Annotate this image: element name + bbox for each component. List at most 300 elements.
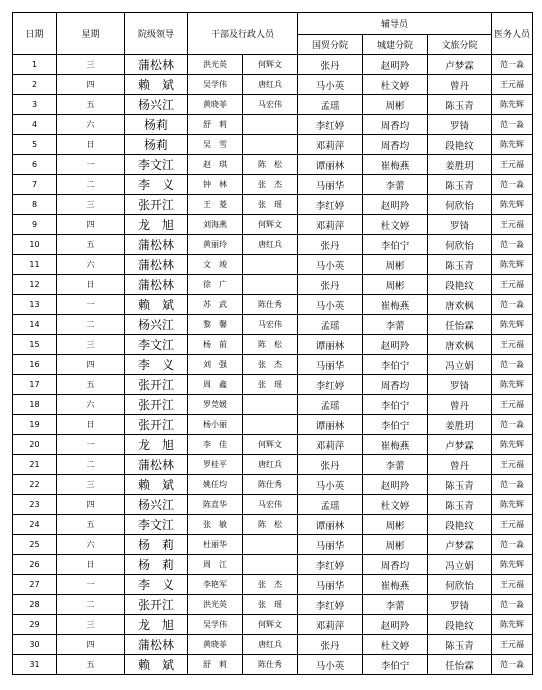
weekday-cell: 二 bbox=[57, 455, 125, 475]
cadre-cell-1: 杨 前 bbox=[188, 335, 243, 355]
tutor-trade-cell: 李红婷 bbox=[298, 595, 363, 615]
tutor-tourism-cell: 何欣怡 bbox=[428, 235, 492, 255]
tutor-tourism-cell: 陈玉青 bbox=[428, 255, 492, 275]
weekday-cell: 三 bbox=[57, 615, 125, 635]
cadre-cell-1: 黄丽玲 bbox=[188, 235, 243, 255]
date-cell: 1 bbox=[13, 55, 57, 75]
date-cell: 22 bbox=[13, 475, 57, 495]
medical-cell: 陈先辉 bbox=[492, 95, 533, 115]
table-row bbox=[13, 475, 533, 495]
leader-cell: 杨兴江 bbox=[125, 95, 188, 115]
cadre-cell-2: 张 杰 bbox=[243, 575, 298, 595]
tutor-tourism-cell: 何欣怡 bbox=[428, 575, 492, 595]
weekday-cell: 一 bbox=[57, 435, 125, 455]
cadre-cell-2 bbox=[243, 395, 298, 415]
leader-cell: 张开江 bbox=[125, 595, 188, 615]
tutor-tourism-cell: 任怡霖 bbox=[428, 655, 492, 675]
leader-cell: 杨 莉 bbox=[125, 555, 188, 575]
cadre-cell-2: 唐红兵 bbox=[243, 635, 298, 655]
medical-cell: 陈先辉 bbox=[492, 435, 533, 455]
cadre-cell-1: 钟 林 bbox=[188, 175, 243, 195]
cadre-cell-1: 刘海燕 bbox=[188, 215, 243, 235]
cadre-cell-1: 姚任均 bbox=[188, 475, 243, 495]
cadre-cell-1: 杨小丽 bbox=[188, 415, 243, 435]
weekday-cell: 四 bbox=[57, 215, 125, 235]
medical-cell: 范一淼 bbox=[492, 655, 533, 675]
tutor-construction-cell: 李伯宁 bbox=[363, 355, 428, 375]
date-cell: 3 bbox=[13, 95, 57, 115]
date-cell: 16 bbox=[13, 355, 57, 375]
table-row bbox=[13, 255, 533, 275]
date-cell: 5 bbox=[13, 135, 57, 155]
weekday-cell: 四 bbox=[57, 75, 125, 95]
table-row bbox=[13, 315, 533, 335]
cadre-cell-2: 唐红兵 bbox=[243, 235, 298, 255]
date-cell: 8 bbox=[13, 195, 57, 215]
cadre-cell-2: 陈 松 bbox=[243, 335, 298, 355]
tutor-construction-cell: 赵明羚 bbox=[363, 475, 428, 495]
medical-cell: 范一淼 bbox=[492, 175, 533, 195]
table-row bbox=[13, 95, 533, 115]
tutor-construction-cell: 赵明羚 bbox=[363, 615, 428, 635]
tutor-trade-cell: 李红婷 bbox=[298, 555, 363, 575]
tutor-construction-cell: 李伯宁 bbox=[363, 235, 428, 255]
tutor-trade-cell: 邓莉萍 bbox=[298, 615, 363, 635]
leader-cell: 蒲松林 bbox=[125, 455, 188, 475]
table-row bbox=[13, 555, 533, 575]
cadre-cell-2: 陈 松 bbox=[243, 155, 298, 175]
leader-cell: 杨莉 bbox=[125, 115, 188, 135]
date-cell: 23 bbox=[13, 495, 57, 515]
cadre-cell-1: 周 江 bbox=[188, 555, 243, 575]
table-row bbox=[13, 395, 533, 415]
weekday-cell: 五 bbox=[57, 95, 125, 115]
tutor-trade-cell: 李红婷 bbox=[298, 375, 363, 395]
roster-body bbox=[13, 55, 533, 675]
medical-cell: 范一淼 bbox=[492, 295, 533, 315]
tutor-trade-cell: 马丽华 bbox=[298, 535, 363, 555]
tutor-construction-cell: 崔梅燕 bbox=[363, 435, 428, 455]
tutor-tourism-cell: 罗锜 bbox=[428, 595, 492, 615]
weekday-cell: 二 bbox=[57, 175, 125, 195]
tutor-construction-cell: 周香均 bbox=[363, 115, 428, 135]
date-cell: 30 bbox=[13, 635, 57, 655]
tutor-trade-cell: 谭丽林 bbox=[298, 155, 363, 175]
medical-cell: 陈先辉 bbox=[492, 315, 533, 335]
table-row bbox=[13, 235, 533, 255]
cadre-cell-1: 吴学伟 bbox=[188, 615, 243, 635]
leader-cell: 龙 旭 bbox=[125, 615, 188, 635]
tutor-trade-cell: 张丹 bbox=[298, 235, 363, 255]
cadre-cell-2 bbox=[243, 255, 298, 275]
tutor-trade-cell: 马小英 bbox=[298, 295, 363, 315]
leader-cell: 赖 斌 bbox=[125, 655, 188, 675]
tutor-trade-cell: 马小英 bbox=[298, 655, 363, 675]
header-cadre: 干部及行政人员 bbox=[188, 13, 298, 55]
leader-cell: 杨兴江 bbox=[125, 495, 188, 515]
table-row bbox=[13, 335, 533, 355]
leader-cell: 龙 旭 bbox=[125, 435, 188, 455]
cadre-cell-1: 苏 武 bbox=[188, 295, 243, 315]
tutor-tourism-cell: 陈玉青 bbox=[428, 95, 492, 115]
weekday-cell: 四 bbox=[57, 495, 125, 515]
tutor-trade-cell: 谭丽林 bbox=[298, 335, 363, 355]
tutor-construction-cell: 李伯宁 bbox=[363, 655, 428, 675]
weekday-cell: 日 bbox=[57, 275, 125, 295]
tutor-trade-cell: 孟瑶 bbox=[298, 395, 363, 415]
tutor-tourism-cell: 唐欢枫 bbox=[428, 295, 492, 315]
leader-cell: 李 义 bbox=[125, 575, 188, 595]
cadre-cell-1: 李艳军 bbox=[188, 575, 243, 595]
tutor-construction-cell: 杜文婷 bbox=[363, 75, 428, 95]
weekday-cell: 日 bbox=[57, 415, 125, 435]
weekday-cell: 六 bbox=[57, 395, 125, 415]
table-row bbox=[13, 495, 533, 515]
cadre-cell-2: 陈仕秀 bbox=[243, 295, 298, 315]
date-cell: 20 bbox=[13, 435, 57, 455]
leader-cell: 李 义 bbox=[125, 175, 188, 195]
date-cell: 29 bbox=[13, 615, 57, 635]
date-cell: 4 bbox=[13, 115, 57, 135]
date-cell: 6 bbox=[13, 155, 57, 175]
tutor-trade-cell: 张丹 bbox=[298, 635, 363, 655]
table-row bbox=[13, 75, 533, 95]
medical-cell: 范一淼 bbox=[492, 535, 533, 555]
medical-cell: 王元福 bbox=[492, 635, 533, 655]
cadre-cell-2: 张 瑶 bbox=[243, 375, 298, 395]
weekday-cell: 五 bbox=[57, 235, 125, 255]
cadre-cell-2: 张 杰 bbox=[243, 175, 298, 195]
tutor-construction-cell: 李蕾 bbox=[363, 315, 428, 335]
table-row bbox=[13, 575, 533, 595]
cadre-cell-2 bbox=[243, 275, 298, 295]
tutor-construction-cell: 李蕾 bbox=[363, 595, 428, 615]
cadre-cell-2: 马宏伟 bbox=[243, 315, 298, 335]
leader-cell: 张开江 bbox=[125, 195, 188, 215]
table-row bbox=[13, 195, 533, 215]
date-cell: 27 bbox=[13, 575, 57, 595]
date-cell: 9 bbox=[13, 215, 57, 235]
tutor-trade-cell: 孟瑶 bbox=[298, 315, 363, 335]
header-tutor-trade: 国贸分院 bbox=[298, 35, 363, 55]
weekday-cell: 五 bbox=[57, 375, 125, 395]
table-row bbox=[13, 215, 533, 235]
weekday-cell: 三 bbox=[57, 55, 125, 75]
tutor-construction-cell: 赵明羚 bbox=[363, 195, 428, 215]
tutor-tourism-cell: 陈玉青 bbox=[428, 175, 492, 195]
cadre-cell-1: 罗莞媛 bbox=[188, 395, 243, 415]
medical-cell: 范一淼 bbox=[492, 115, 533, 135]
cadre-cell-2: 陈 松 bbox=[243, 515, 298, 535]
medical-cell: 陈先辉 bbox=[492, 255, 533, 275]
cadre-cell-1: 刘 强 bbox=[188, 355, 243, 375]
tutor-trade-cell: 马丽华 bbox=[298, 575, 363, 595]
cadre-cell-2: 陈仕秀 bbox=[243, 475, 298, 495]
medical-cell: 王元福 bbox=[492, 575, 533, 595]
tutor-trade-cell: 马丽华 bbox=[298, 355, 363, 375]
tutor-trade-cell: 孟瑶 bbox=[298, 495, 363, 515]
cadre-cell-1: 洪光英 bbox=[188, 595, 243, 615]
cadre-cell-1: 陈直华 bbox=[188, 495, 243, 515]
tutor-tourism-cell: 罗锜 bbox=[428, 215, 492, 235]
date-cell: 24 bbox=[13, 515, 57, 535]
table-row bbox=[13, 375, 533, 395]
cadre-cell-2: 张 瑶 bbox=[243, 195, 298, 215]
weekday-cell: 三 bbox=[57, 475, 125, 495]
tutor-construction-cell: 赵明羚 bbox=[363, 335, 428, 355]
cadre-cell-2: 何辉文 bbox=[243, 55, 298, 75]
table-row bbox=[13, 55, 533, 75]
weekday-cell: 六 bbox=[57, 535, 125, 555]
cadre-cell-2: 陈仕秀 bbox=[243, 655, 298, 675]
tutor-tourism-cell: 陈玉青 bbox=[428, 475, 492, 495]
tutor-trade-cell: 邓莉萍 bbox=[298, 135, 363, 155]
cadre-cell-1: 吴 雪 bbox=[188, 135, 243, 155]
date-cell: 7 bbox=[13, 175, 57, 195]
medical-cell: 陈先辉 bbox=[492, 615, 533, 635]
tutor-construction-cell: 崔梅燕 bbox=[363, 575, 428, 595]
date-cell: 11 bbox=[13, 255, 57, 275]
leader-cell: 赖 斌 bbox=[125, 475, 188, 495]
tutor-tourism-cell: 冯立娟 bbox=[428, 555, 492, 575]
medical-cell: 范一淼 bbox=[492, 235, 533, 255]
tutor-construction-cell: 杜文婷 bbox=[363, 215, 428, 235]
tutor-tourism-cell: 任怡霖 bbox=[428, 315, 492, 335]
tutor-trade-cell: 邓莉萍 bbox=[298, 435, 363, 455]
leader-cell: 蒲松林 bbox=[125, 255, 188, 275]
weekday-cell: 一 bbox=[57, 295, 125, 315]
tutor-construction-cell: 周香均 bbox=[363, 135, 428, 155]
cadre-cell-1: 罗桂平 bbox=[188, 455, 243, 475]
cadre-cell-1: 李 佳 bbox=[188, 435, 243, 455]
cadre-cell-2: 唐红兵 bbox=[243, 75, 298, 95]
tutor-trade-cell: 邓莉萍 bbox=[298, 215, 363, 235]
weekday-cell: 三 bbox=[57, 195, 125, 215]
tutor-tourism-cell: 姜胜玥 bbox=[428, 415, 492, 435]
cadre-cell-1: 文 竣 bbox=[188, 255, 243, 275]
tutor-trade-cell: 谭丽林 bbox=[298, 415, 363, 435]
tutor-tourism-cell: 卢梦霖 bbox=[428, 535, 492, 555]
cadre-cell-1: 洪光英 bbox=[188, 55, 243, 75]
date-cell: 19 bbox=[13, 415, 57, 435]
cadre-cell-1: 黄晓菲 bbox=[188, 95, 243, 115]
tutor-tourism-cell: 段艳纹 bbox=[428, 515, 492, 535]
cadre-cell-1: 周 鑫 bbox=[188, 375, 243, 395]
table-row bbox=[13, 135, 533, 155]
table-row bbox=[13, 355, 533, 375]
tutor-trade-cell: 张丹 bbox=[298, 55, 363, 75]
date-cell: 18 bbox=[13, 395, 57, 415]
cadre-cell-2: 马宏伟 bbox=[243, 495, 298, 515]
leader-cell: 赖 斌 bbox=[125, 295, 188, 315]
medical-cell: 范一淼 bbox=[492, 55, 533, 75]
tutor-trade-cell: 孟瑶 bbox=[298, 95, 363, 115]
leader-cell: 蒲松林 bbox=[125, 635, 188, 655]
header-weekday: 星期 bbox=[57, 13, 125, 55]
medical-cell: 范一淼 bbox=[492, 475, 533, 495]
cadre-cell-2 bbox=[243, 415, 298, 435]
weekday-cell: 四 bbox=[57, 635, 125, 655]
weekday-cell: 四 bbox=[57, 355, 125, 375]
table-row bbox=[13, 515, 533, 535]
weekday-cell: 一 bbox=[57, 155, 125, 175]
date-cell: 2 bbox=[13, 75, 57, 95]
leader-cell: 杨莉 bbox=[125, 135, 188, 155]
tutor-construction-cell: 李伯宁 bbox=[363, 415, 428, 435]
table-row bbox=[13, 155, 533, 175]
leader-cell: 蒲松林 bbox=[125, 55, 188, 75]
tutor-construction-cell: 周香均 bbox=[363, 555, 428, 575]
cadre-cell-2: 何辉文 bbox=[243, 215, 298, 235]
header-leader: 院级领导 bbox=[125, 13, 188, 55]
tutor-trade-cell: 张丹 bbox=[298, 455, 363, 475]
date-cell: 15 bbox=[13, 335, 57, 355]
leader-cell: 张开江 bbox=[125, 375, 188, 395]
tutor-tourism-cell: 姜胜玥 bbox=[428, 155, 492, 175]
table-row bbox=[13, 535, 533, 555]
cadre-cell-1: 舒 莉 bbox=[188, 115, 243, 135]
table-row bbox=[13, 115, 533, 135]
header-tutor: 辅导员 bbox=[298, 13, 492, 35]
weekday-cell: 三 bbox=[57, 335, 125, 355]
leader-cell: 蒲松林 bbox=[125, 235, 188, 255]
table-row bbox=[13, 175, 533, 195]
tutor-construction-cell: 崔梅燕 bbox=[363, 295, 428, 315]
date-cell: 31 bbox=[13, 655, 57, 675]
medical-cell: 王元福 bbox=[492, 275, 533, 295]
tutor-trade-cell: 李红婷 bbox=[298, 115, 363, 135]
weekday-cell: 六 bbox=[57, 115, 125, 135]
leader-cell: 张开江 bbox=[125, 395, 188, 415]
leader-cell: 杨 莉 bbox=[125, 535, 188, 555]
cadre-cell-1: 徐 广 bbox=[188, 275, 243, 295]
date-cell: 21 bbox=[13, 455, 57, 475]
date-cell: 17 bbox=[13, 375, 57, 395]
tutor-tourism-cell: 何欣怡 bbox=[428, 195, 492, 215]
tutor-tourism-cell: 冯立娟 bbox=[428, 355, 492, 375]
leader-cell: 李 义 bbox=[125, 355, 188, 375]
medical-cell: 范一淼 bbox=[492, 355, 533, 375]
leader-cell: 张开江 bbox=[125, 415, 188, 435]
date-cell: 12 bbox=[13, 275, 57, 295]
tutor-construction-cell: 崔梅燕 bbox=[363, 155, 428, 175]
leader-cell: 蒲松林 bbox=[125, 275, 188, 295]
date-cell: 25 bbox=[13, 535, 57, 555]
weekday-cell: 日 bbox=[57, 555, 125, 575]
medical-cell: 范一淼 bbox=[492, 595, 533, 615]
header-tutor-construction: 城建分院 bbox=[363, 35, 428, 55]
table-row bbox=[13, 455, 533, 475]
tutor-construction-cell: 周彬 bbox=[363, 515, 428, 535]
tutor-construction-cell: 李蕾 bbox=[363, 455, 428, 475]
table-row bbox=[13, 615, 533, 635]
weekday-cell: 五 bbox=[57, 515, 125, 535]
medical-cell: 王元福 bbox=[492, 215, 533, 235]
cadre-cell-2: 张 杰 bbox=[243, 355, 298, 375]
tutor-tourism-cell: 罗锜 bbox=[428, 115, 492, 135]
tutor-tourism-cell: 卢梦霖 bbox=[428, 55, 492, 75]
cadre-cell-1: 杜丽华 bbox=[188, 535, 243, 555]
cadre-cell-2: 张 瑶 bbox=[243, 595, 298, 615]
tutor-tourism-cell: 陈玉青 bbox=[428, 495, 492, 515]
medical-cell: 陈先辉 bbox=[492, 375, 533, 395]
date-cell: 10 bbox=[13, 235, 57, 255]
tutor-trade-cell: 马小英 bbox=[298, 75, 363, 95]
cadre-cell-2: 何辉文 bbox=[243, 615, 298, 635]
cadre-cell-1: 吴学伟 bbox=[188, 75, 243, 95]
weekday-cell: 二 bbox=[57, 595, 125, 615]
tutor-construction-cell: 周彬 bbox=[363, 535, 428, 555]
cadre-cell-2 bbox=[243, 555, 298, 575]
tutor-tourism-cell: 段艳纹 bbox=[428, 275, 492, 295]
table-row bbox=[13, 655, 533, 675]
weekday-cell: 一 bbox=[57, 575, 125, 595]
weekday-cell: 六 bbox=[57, 255, 125, 275]
header-date: 日期 bbox=[13, 13, 57, 55]
table-row bbox=[13, 275, 533, 295]
tutor-trade-cell: 马丽华 bbox=[298, 175, 363, 195]
date-cell: 28 bbox=[13, 595, 57, 615]
cadre-cell-1: 黎 馨 bbox=[188, 315, 243, 335]
weekday-cell: 日 bbox=[57, 135, 125, 155]
medical-cell: 陈先辉 bbox=[492, 495, 533, 515]
cadre-cell-1: 黄晓菲 bbox=[188, 635, 243, 655]
tutor-construction-cell: 李蕾 bbox=[363, 175, 428, 195]
date-cell: 26 bbox=[13, 555, 57, 575]
cadre-cell-1: 张 敏 bbox=[188, 515, 243, 535]
leader-cell: 龙 旭 bbox=[125, 215, 188, 235]
leader-cell: 赖 斌 bbox=[125, 75, 188, 95]
leader-cell: 李文江 bbox=[125, 155, 188, 175]
tutor-tourism-cell: 唐欢枫 bbox=[428, 335, 492, 355]
tutor-tourism-cell: 段艳纹 bbox=[428, 135, 492, 155]
leader-cell: 杨兴江 bbox=[125, 315, 188, 335]
medical-cell: 陈先辉 bbox=[492, 135, 533, 155]
medical-cell: 陈先辉 bbox=[492, 555, 533, 575]
leader-cell: 李文江 bbox=[125, 515, 188, 535]
table-row bbox=[13, 435, 533, 455]
tutor-tourism-cell: 曾丹 bbox=[428, 395, 492, 415]
header-medical: 医务人员 bbox=[492, 13, 533, 55]
tutor-construction-cell: 周香均 bbox=[363, 375, 428, 395]
date-cell: 13 bbox=[13, 295, 57, 315]
cadre-cell-1: 舒 莉 bbox=[188, 655, 243, 675]
medical-cell: 王元福 bbox=[492, 455, 533, 475]
tutor-trade-cell: 马小英 bbox=[298, 255, 363, 275]
table-row bbox=[13, 415, 533, 435]
tutor-tourism-cell: 陈玉青 bbox=[428, 635, 492, 655]
medical-cell: 王元福 bbox=[492, 515, 533, 535]
tutor-tourism-cell: 曾丹 bbox=[428, 455, 492, 475]
tutor-trade-cell: 谭丽林 bbox=[298, 515, 363, 535]
table-row bbox=[13, 635, 533, 655]
leader-cell: 李文江 bbox=[125, 335, 188, 355]
cadre-cell-2: 马宏伟 bbox=[243, 95, 298, 115]
cadre-cell-2 bbox=[243, 535, 298, 555]
cadre-cell-1: 王 菱 bbox=[188, 195, 243, 215]
cadre-cell-2: 唐红兵 bbox=[243, 455, 298, 475]
table-row bbox=[13, 595, 533, 615]
cadre-cell-1: 赵 琪 bbox=[188, 155, 243, 175]
tutor-construction-cell: 周彬 bbox=[363, 95, 428, 115]
tutor-construction-cell: 周彬 bbox=[363, 275, 428, 295]
medical-cell: 陈先辉 bbox=[492, 195, 533, 215]
medical-cell: 王元福 bbox=[492, 155, 533, 175]
tutor-tourism-cell: 曾丹 bbox=[428, 75, 492, 95]
tutor-trade-cell: 李红婷 bbox=[298, 195, 363, 215]
tutor-tourism-cell: 段艳纹 bbox=[428, 615, 492, 635]
tutor-construction-cell: 杜文婷 bbox=[363, 495, 428, 515]
